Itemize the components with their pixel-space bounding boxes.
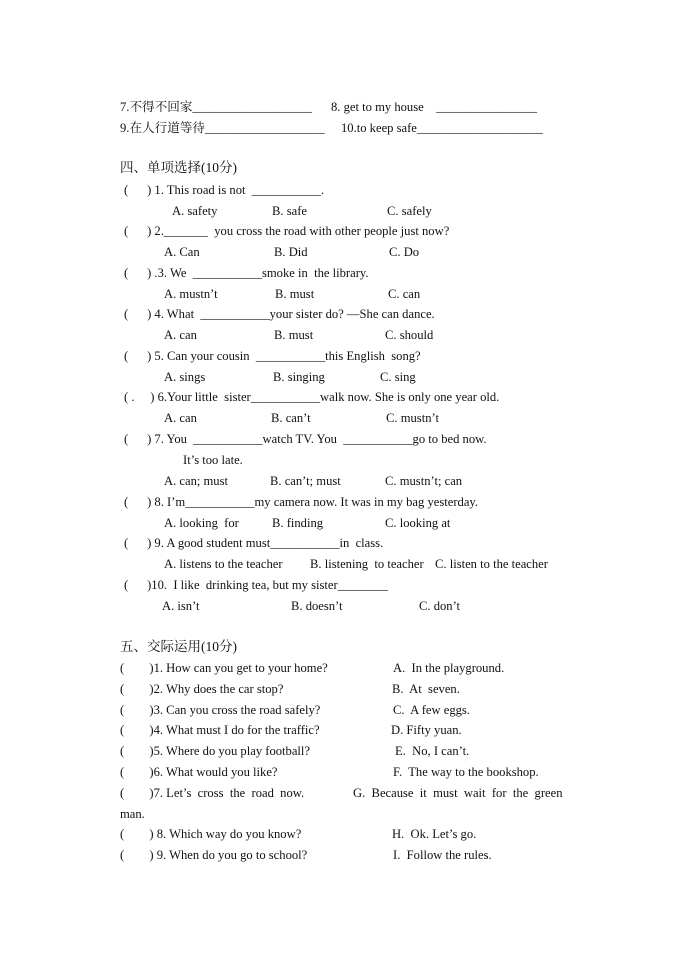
option-c: C. sing xyxy=(380,370,416,384)
option-c: C. looking at xyxy=(385,516,451,530)
vocab-item-10: 10.to keep safe____________________ xyxy=(341,121,543,135)
option-a: A. looking for xyxy=(164,516,239,530)
option-b: B. singing xyxy=(273,370,325,384)
section-5-title: 五、交际运用(10分) xyxy=(120,639,237,654)
dialogue-question: ( )1. How can you get to your home? xyxy=(120,661,328,675)
dialogue-question: ( ) 9. When do you go to school? xyxy=(120,848,308,862)
option-b: B. finding xyxy=(272,516,324,530)
dialogue-answer: H. Ok. Let’s go. xyxy=(392,827,477,841)
question-stem: ( ) .3. We ___________smoke in the library. xyxy=(124,266,369,280)
option-a: A. sings xyxy=(164,370,206,384)
question-stem-continuation: It’s too late. xyxy=(183,453,243,467)
option-a: A. can; must xyxy=(164,474,229,488)
question-stem: ( . ) 6.Your little sister___________walk now. She is only one year old. xyxy=(124,390,500,404)
dialogue-question: ( )7. Let’s cross the road now. xyxy=(120,786,305,800)
option-c: C. Do xyxy=(389,245,420,259)
dialogue-question: ( )6. What would you like? xyxy=(120,765,278,779)
dialogue-answer-continuation: man. xyxy=(120,807,145,821)
option-a: A. can xyxy=(164,411,197,425)
option-c: C. can xyxy=(388,287,421,301)
dialogue-question: ( )5. Where do you play football? xyxy=(120,744,311,758)
vocab-item-8: 8. get to my house ________________ xyxy=(331,100,538,114)
question-stem: ( ) 4. What ___________your sister do? —She can dance. xyxy=(124,307,435,321)
option-c: C. mustn’t xyxy=(386,411,439,425)
dialogue-answer: D. Fifty yuan. xyxy=(391,723,462,737)
question-stem: ( )10. I like drinking tea, but my sister________ xyxy=(124,578,389,592)
option-b: B. safe xyxy=(272,204,307,218)
option-a: A. can xyxy=(164,328,197,342)
dialogue-question: ( )3. Can you cross the road safely? xyxy=(120,703,321,717)
option-b: B. must xyxy=(274,328,314,342)
dialogue-answer: C. A few eggs. xyxy=(393,703,470,717)
dialogue-question: ( ) 8. Which way do you know? xyxy=(120,827,302,841)
dialogue-answer: E. No, I can’t. xyxy=(395,744,470,758)
dialogue-answer: F. The way to the bookshop. xyxy=(393,765,539,779)
question-stem: ( ) 5. Can your cousin ___________this English song? xyxy=(124,349,421,363)
question-stem: ( ) 7. You ___________watch TV. You ___________go to bed now. xyxy=(124,432,487,446)
section-4-title: 四、单项选择(10分) xyxy=(120,160,237,175)
question-stem: ( ) 2._______ you cross the road with other people just now? xyxy=(124,224,450,238)
option-a: A. mustn’t xyxy=(164,287,218,301)
vocab-item-7: 7.不得不回家___________________ xyxy=(120,100,313,114)
question-stem: ( ) 8. I’m___________my camera now. It was in my bag yesterday. xyxy=(124,495,479,509)
option-a: A. safety xyxy=(172,204,218,218)
option-b: B. Did xyxy=(274,245,308,259)
option-a: A. Can xyxy=(164,245,200,259)
option-c: C. mustn’t; can xyxy=(385,474,463,488)
option-b: B. must xyxy=(275,287,315,301)
dialogue-answer: A. In the playground. xyxy=(393,661,505,675)
dialogue-question: ( )2. Why does the car stop? xyxy=(120,682,284,696)
question-stem: ( ) 1. This road is not ___________. xyxy=(124,183,325,197)
dialogue-answer: B. At seven. xyxy=(392,682,460,696)
option-b: B. doesn’t xyxy=(291,599,343,613)
option-c: C. don’t xyxy=(419,599,461,613)
option-a: A. listens to the teacher xyxy=(164,557,283,571)
vocab-item-9: 9.在人行道等待___________________ xyxy=(120,121,325,135)
option-c: C. listen to the teacher xyxy=(435,557,548,571)
option-c: C. should xyxy=(385,328,434,342)
dialogue-answer: I. Follow the rules. xyxy=(393,848,492,862)
question-stem: ( ) 9. A good student must___________in class. xyxy=(124,536,384,550)
option-b: B. can’t; must xyxy=(270,474,341,488)
option-c: C. safely xyxy=(387,204,432,218)
dialogue-answer: G. Because it must wait for the green xyxy=(353,786,563,800)
dialogue-question: ( )4. What must I do for the traffic? xyxy=(120,723,320,737)
option-b: B. listening to teacher xyxy=(310,557,424,571)
option-a: A. isn’t xyxy=(162,599,200,613)
option-b: B. can’t xyxy=(271,411,311,425)
